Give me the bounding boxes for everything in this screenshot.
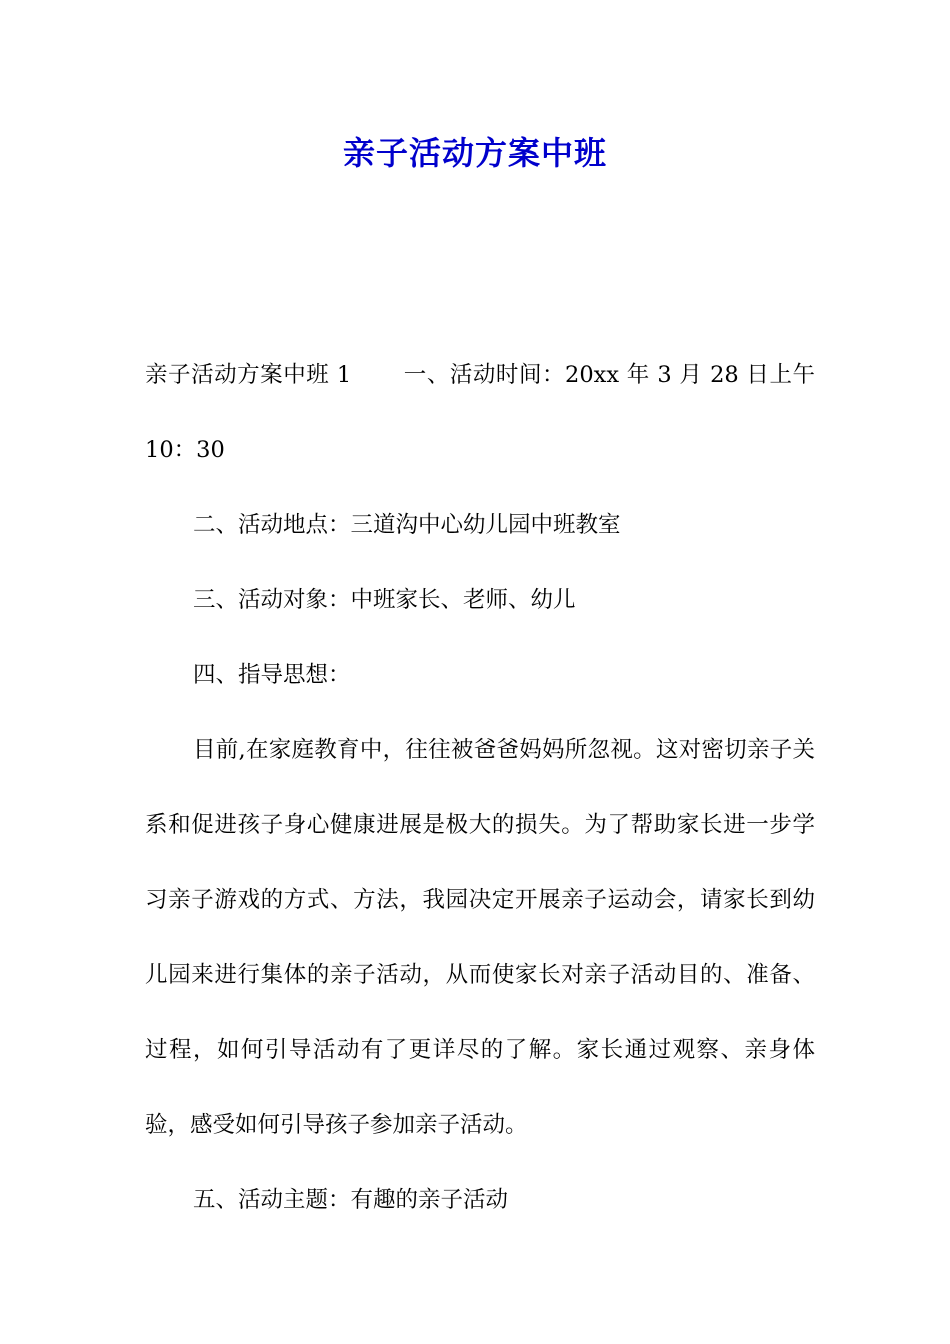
activity-participants: 三、活动对象：中班家长、老师、幼儿	[193, 587, 576, 613]
guiding-idea-heading: 四、指导思想：	[193, 662, 351, 688]
guiding-idea-paragraph: 目前,在家庭教育中，往往被爸爸妈妈所忽视。这对密切亲子关系和促进孩子身心健康进展是极大的损失。为了帮助家长进一步学习亲子游戏的方式、方法，我园决定开展亲子运动会，请家长到幼儿园来进行集体的亲子活动，从而使家长对亲子活动目的、准备、过程，如何引导活动有了更详尽的了解。家长通过观察、亲身体验，感受如何引导孩子参加亲子活动。	[145, 737, 815, 1138]
first-line	[145, 338, 815, 488]
activity-time: 一、活动时间：20xx 年 3 月 28 日上午 10：30	[145, 362, 815, 463]
document-title: 亲子活动方案中班	[342, 134, 607, 172]
document-body	[145, 338, 815, 1238]
activity-theme: 五、活动主题：有趣的亲子活动	[193, 1187, 509, 1213]
activity-location: 二、活动地点：三道沟中心幼儿园中班教室	[193, 512, 621, 538]
section-heading: 亲子活动方案中班 1	[145, 362, 352, 388]
